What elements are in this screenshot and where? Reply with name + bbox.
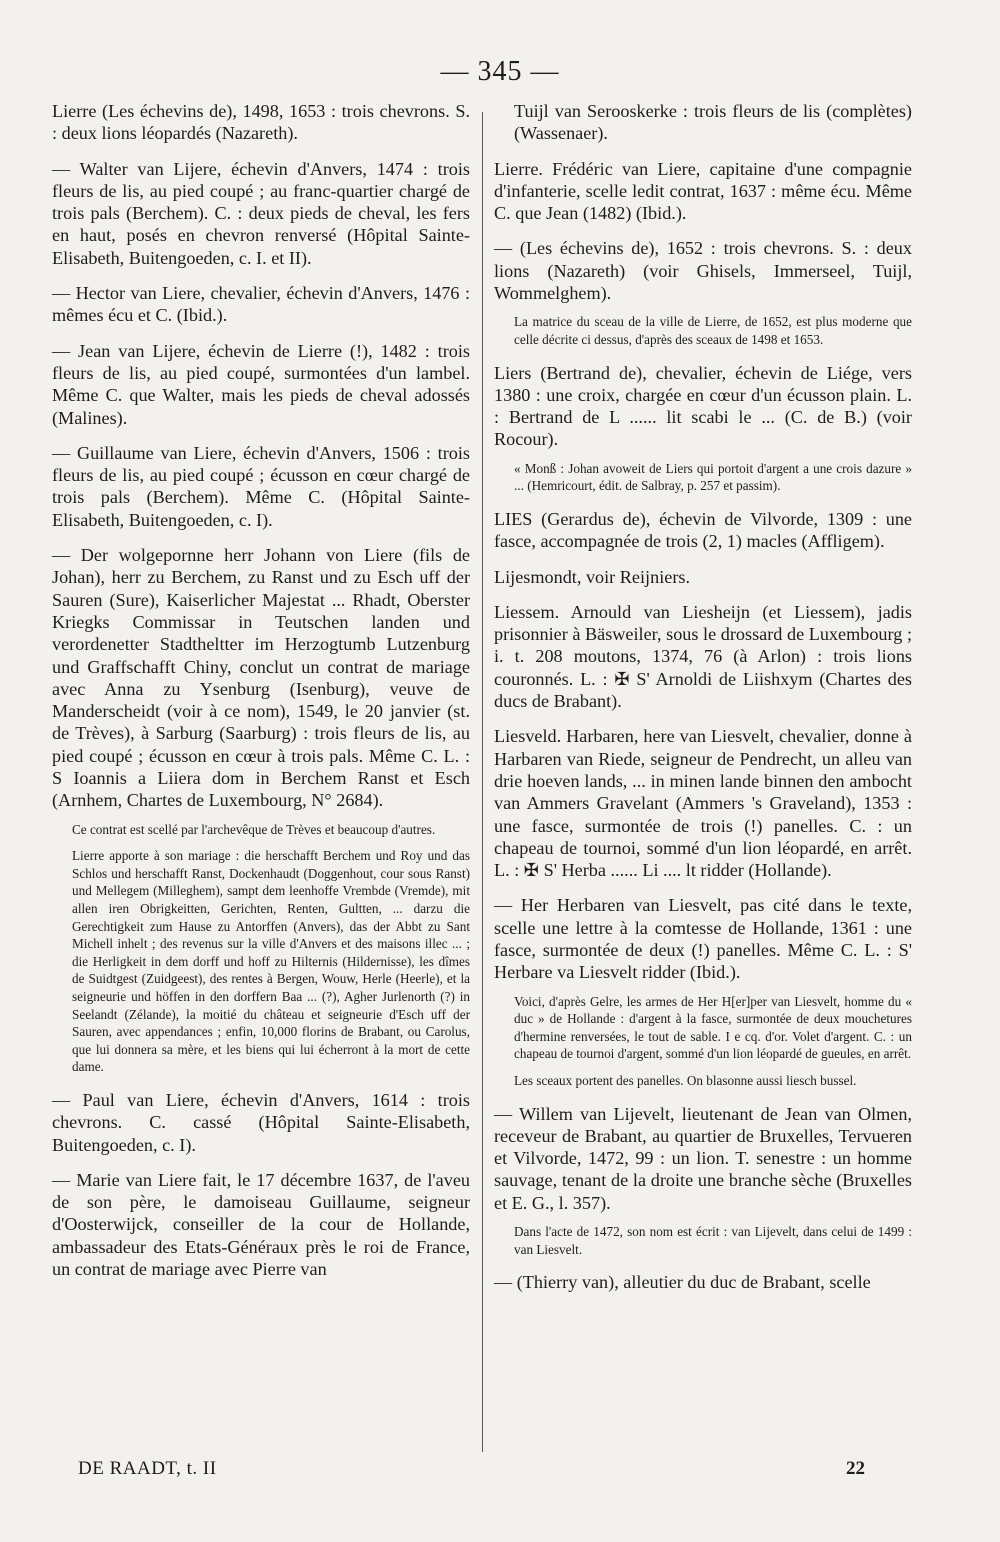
- column-divider: [482, 112, 483, 1452]
- right-column: [494, 100, 912, 1307]
- entry-paragraph: Liesveld. Harbaren, here van Liesvelt, chevalier, donne à Harbaren van Riede, seigneur de Pendrecht, un alleu van drie hoeven lands, ... in minen lande binnen den ambocht van Ammers Gravelant (Ammers 's Graveland), 1353 : une fasce, surmontée de trois (!) panelles. C. : un chapeau de tournoi, sommé d'un lion léopardé, en arrêt. L. : ✠ S' Herba ...... Li .... lt ridder (Hollande).: [494, 726, 912, 881]
- entry-paragraph: — Guillaume van Liere, échevin d'Anvers, 1506 : trois fleurs de lis, au pied coupé ; écusson en cœur chargé de trois pals (Berchem). Même C. (Hôpital Sainte-Elisabeth, Buitengoeden, c. I).: [52, 442, 470, 530]
- entry-paragraph: — Jean van Lijere, échevin de Lierre (!), 1482 : trois fleurs de lis, au pied coupé, surmontées d'un lambel. Même C. que Walter, mais les pieds de cheval adossés (Malines).: [52, 340, 470, 428]
- footnote-paragraph: Lierre apporte à son mariage : die herschafft Berchem und Roy und das Schlos und herschafft Ranst, Dockenhaudt (Doggenhout, cour sous Ranst) und Mellegem (Milleghem), sampt dem leenhoffe Vrembde (Vremde), mit allen iren Obrigkeitten, Gerichten, Renten, Gultten, ... darzu die Gerechtigkeit zum Hause zu Antorffen (Anvers), das der Abbt zu Sant Michell inhelt ; des revenus sur la ville d'Anvers et des maisons illec ... ; die Herligkeit in dem dorff und hoff zu Hilternis (Hildernisse), les dîmes de Suidtgest (Zuidgeest), des rentes à Bergen, Wouw, Herle (Heerle), et la seigneurie und höffen in den dorffern Baa ... (?), Agher Jurlenorth (?) in Seelandt (Zélande), la moitié du château et seigneurie d'Esch uff der Sauren, avec appendances ; enfin, 10,000 florins de Brabant, ou Carolus, que lui donnera sa mère, et les biens qui lui écherront à la mort de cette dame.: [72, 848, 470, 1075]
- entry-paragraph: Lierre (Les échevins de), 1498, 1653 : trois chevrons. S. : deux lions léopardés (Nazareth).: [52, 101, 470, 144]
- footnote-paragraph: Ce contrat est scellé par l'archevêque de Trèves et beaucoup d'autres.: [72, 821, 436, 837]
- entry-paragraph: Lierre. Frédéric van Liere, capitaine d'une compagnie d'infanterie, scelle ledit contrat, 1637 : même écu. Même C. que Jean (1482) (Ibid.).: [494, 158, 912, 224]
- sheet-number: 22: [846, 1458, 865, 1479]
- footnote-paragraph: Voici, d'après Gelre, les armes de Her H[er]per van Liesvelt, homme du « duc » de Hollande : d'argent à la fasce, surmontée de deux mouchetures d'hermine renversées, le tout de sable. I e cq. d'or. Volet d'argent. C. : un chapeau de tournoi d'argent, sommé d'un lion léopardé de gueules, en arrêt.: [514, 993, 912, 1062]
- entry-paragraph: — Her Herbaren van Liesvelt, pas cité dans le texte, scelle une lettre à la comtesse de Hollande, 1361 : une fasce, surmontée de deux (!) panelles. Même C. L. : S' Herbare va Liesvelt ridder (Ibid.).: [494, 895, 912, 983]
- entry-paragraph: Liessem. Arnould van Liesheijn (et Liessem), jadis prisonnier à Bäsweiler, sous le drossard de Luxembourg ; i. t. 208 moutons, 1374, 76 (à Arlon) : trois lions couronnés. L. : ✠ S' Arnoldi de Liishxym (Chartes des ducs de Brabant).: [494, 601, 912, 712]
- entry-paragraph: — Walter van Lijere, échevin d'Anvers, 1474 : trois fleurs de lis, au pied coupé ; au franc-quartier chargé de trois pals (Berchem). C. : deux pieds de cheval, les fers en haut, posés en chevron renversé (Hôpital Sainte-Elisabeth, Buitengoeden, c. I. et II).: [52, 158, 470, 268]
- entry-paragraph: — (Les échevins de), 1652 : trois chevrons. S. : deux lions (Nazareth) (voir Ghisels, Immerseel, Tuijl, Wommelghem).: [494, 238, 912, 304]
- footnote-paragraph: Dans l'acte de 1472, son nom est écrit : van Lijevelt, dans celui de 1499 : van Liesvelt.: [514, 1224, 912, 1257]
- entry-paragraph: — Marie van Liere fait, le 17 décembre 1637, de l'aveu de son père, le damoiseau Guillaume, seigneur d'Oosterwijck, conseiller de la cour de Hollande, ambassadeur des Etats-Généraux près le roi de France, un contrat de mariage avec Pierre van: [52, 1169, 470, 1279]
- entry-paragraph: Lijesmondt, voir Reijniers.: [494, 566, 690, 587]
- left-column: [52, 100, 470, 1293]
- footnote-paragraph: La matrice du sceau de la ville de Lierre, de 1652, est plus moderne que celle décrite ci dessus, d'après des sceaux de 1498 et 1653.: [514, 314, 912, 347]
- footnote-paragraph: Les sceaux portent des panelles. On blasonne aussi liesch bussel.: [514, 1072, 857, 1088]
- entry-paragraph: Liers (Bertrand de), chevalier, échevin de Liége, vers 1380 : une croix, chargée en cœur d'un écusson plain. L. : Bertrand de L ...... lit scabi le ... (C. de B.) (voir Rocour).: [494, 362, 912, 450]
- entry-paragraph: — Der wolgepornne herr Johann von Liere (fils de Johan), herr zu Berchem, zu Ranst und zu Esch uff der Sauren (Sure), Kaiserlicher Majestat ... Rhadt, Oberster Kriegks Commissar in Teutschen landen und verordenetter Stadtheltter im Herzogtumb Lutzenburg und Graffschafft Chiny, conclut un contrat de mariage avec Anna zu Ysenburg (Isenburg), veuve de Manderscheidt (voir à ce nom), 1549, le 20 janvier (st. de Trèves), à Sarburg (Saarburg) : trois fleurs de lis, au pied coupé ; écusson en cœur à trois pals. Même C. L. : S Ioannis a Liiera dom in Berchem Ranst et Esch (Arnhem, Chartes de Luxembourg, N° 2684).: [52, 545, 470, 811]
- entry-paragraph: — Willem van Lijevelt, lieutenant de Jean van Olmen, receveur de Brabant, au quartier de Bruxelles, Tervueren et Vilvorde, 1472, 99 : un lion. T. senestre : un homme sauvage, tenant de la droite une branche sèche (Bruxelles et E. G., l. 357).: [494, 1103, 912, 1213]
- printer-signature: DE RAADT, t. II: [78, 1458, 217, 1479]
- entry-paragraph: — Paul van Liere, échevin d'Anvers, 1614 : trois chevrons. C. cassé (Hôpital Sainte-Elisabeth, Buitengoeden, c. I).: [52, 1089, 470, 1155]
- entry-paragraph: Tuijl van Serooskerke : trois fleurs de lis (complètes) (Wassenaer).: [514, 101, 912, 144]
- entry-paragraph: LIES (Gerardus de), échevin de Vilvorde, 1309 : une fasce, accompagnée de trois (2, 1) macles (Affligem).: [494, 508, 912, 552]
- entry-paragraph: — (Thierry van), alleutier du duc de Brabant, scelle: [494, 1272, 871, 1293]
- page-number: — 345 —: [440, 56, 560, 87]
- entry-paragraph: — Hector van Liere, chevalier, échevin d'Anvers, 1476 : mêmes écu et C. (Ibid.).: [52, 283, 470, 326]
- footnote-paragraph: « Monß : Johan avoweit de Liers qui portoit d'argent a une crois dazure » ... (Hemricourt, édit. de Salbray, p. 257 et passim).: [514, 460, 912, 494]
